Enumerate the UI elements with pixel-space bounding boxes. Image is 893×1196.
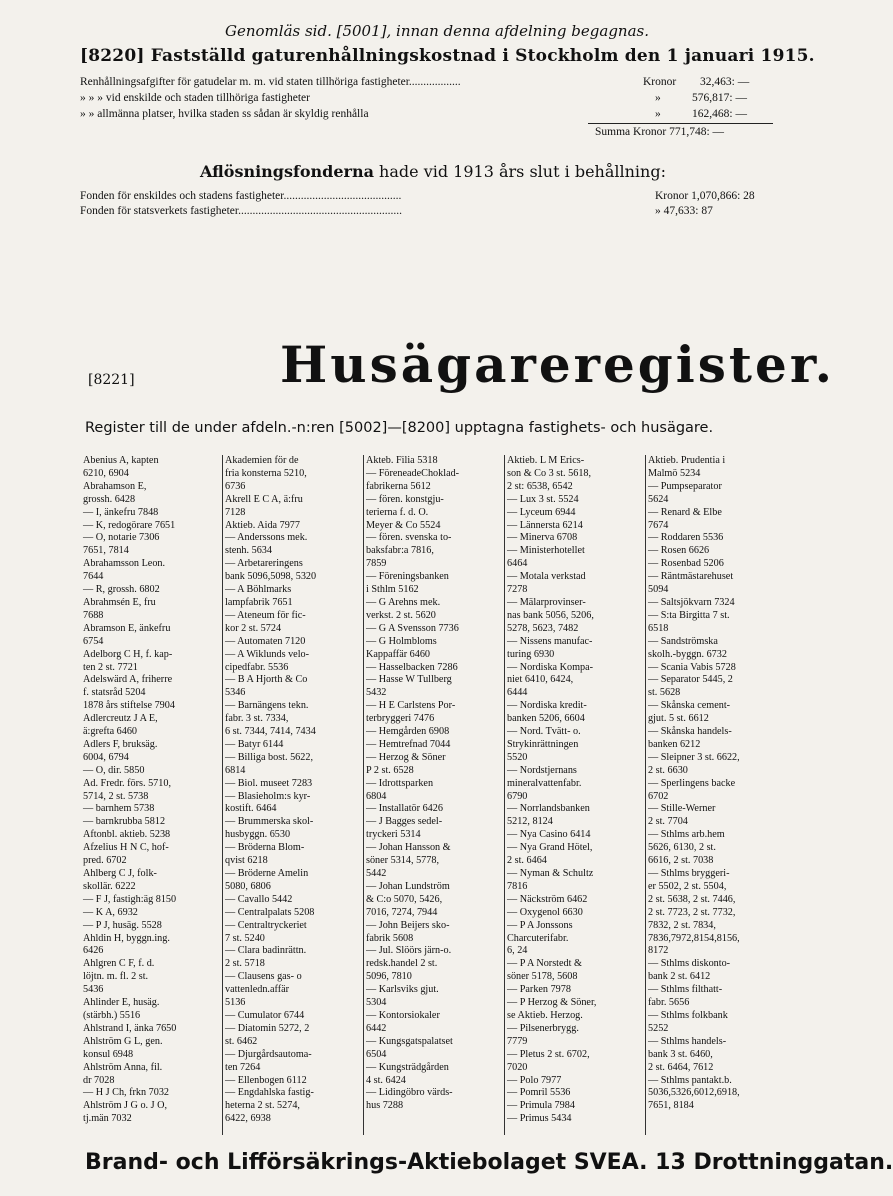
register-entry-line: — Centraltryckeriet (225, 919, 307, 931)
register-entry-line: — B A Hjorth & Co (225, 674, 308, 686)
register-entry-line: — Bröderne Amelin (225, 868, 309, 879)
register-entry-line: ten 2 st. 7721 (83, 661, 138, 673)
register-entry-line: — Nordiska Kompa- (507, 661, 594, 673)
register-entry-line: mineralvattenfabr. (507, 777, 582, 789)
register-entry-line: Akrell E C A, ä:fru (225, 493, 303, 505)
register-entry-line: — Renard & Elbe (648, 506, 722, 518)
register-entry-line: 5096, 7810 (366, 971, 412, 983)
register-entry-line: 6504 (366, 1048, 387, 1060)
register-entry-line: (stärbh.) 5516 (83, 1009, 141, 1021)
register-entry-line: Abrahamsson Leon. (83, 558, 166, 570)
register-entry-line: 2 st. 6630 (648, 764, 688, 776)
register-entry-line: 7020 (507, 1061, 528, 1073)
register-entry-line: — Pomril 5536 (507, 1087, 571, 1099)
register-entry-line: terbryggeri 7476 (366, 713, 435, 725)
register-entry-line: — Brummerska skol- (225, 816, 314, 828)
register-entry-line: Ahlinder E, husäg. (83, 997, 160, 1009)
register-entry-line: — Primus 5434 (507, 1113, 572, 1125)
fund-label-2: Fonden för statsverkets fastigheter......................................................... (80, 205, 402, 217)
register-entry-line: 5278, 5623, 7482 (507, 622, 579, 634)
register-entry-line: — barnhem 5738 (83, 803, 155, 815)
register-entry-line: terierna f. d. O. (366, 506, 429, 518)
register-entry-line: cipedfabr. 5536 (225, 661, 289, 673)
register-entry-line: — R, grossh. 6802 (83, 584, 160, 596)
register-entry-line: st. 6462 (225, 1035, 258, 1047)
register-entry-line: 5094 (648, 584, 669, 596)
register-entry-line: löjtn. m. fl. 2 st. (83, 971, 149, 983)
register-entry-line: 5304 (366, 997, 387, 1009)
register-entry-line: — Batyr 6144 (225, 738, 284, 750)
register-entry-line: — H E Carlstens Por- (366, 700, 456, 712)
register-entry-line: — O, notarie 7306 (83, 532, 160, 544)
register-entry-line: Strykinrättningen (507, 738, 579, 750)
register-columns (83, 455, 783, 1145)
register-entry-line: f. statsråd 5204 (83, 687, 146, 699)
register-entry-line: bank 3 st. 6460, (648, 1048, 713, 1060)
register-entry-line: Abenius A, kapten (83, 455, 159, 466)
register-entry-line: 2 st. 7704 (648, 816, 688, 828)
register-entry-line: 7651, 8184 (648, 1100, 694, 1112)
register-entry-line: — Cavallo 5442 (225, 893, 293, 905)
register-entry-line: Ahlberg C J, folk- (83, 868, 157, 879)
register-entry-line: 6004, 6794 (83, 751, 129, 763)
register-entry-line: redsk.handel 2 st. (366, 958, 438, 970)
register-entry-line: — Hasse W Tullberg (366, 674, 452, 686)
register-entry-line: er 5502, 2 st. 5504, (648, 880, 727, 892)
register-entry-line: — Norrlandsbanken (507, 803, 590, 815)
register-entry-line: — A Wiklunds velo- (225, 648, 310, 660)
register-entry-line: — S:ta Birgitta 7 st. (648, 609, 730, 621)
register-entry-line: — Clausens gas- o (225, 971, 302, 983)
register-entry-line: niet 6410, 6424, (507, 674, 574, 686)
register-entry-line: — Johan Lundström (366, 880, 450, 892)
register-entry-line: — Hasselbacken 7286 (366, 661, 458, 673)
register-entry-line: 2 st. 5718 (225, 958, 265, 970)
register-entry-line: 5714, 2 st. 5738 (83, 790, 149, 802)
register-entry-line: — Pletus 2 st. 6702, (507, 1048, 590, 1060)
register-entry-line: 7016, 7274, 7944 (366, 906, 438, 918)
register-entry-line: — P A Norstedt & (507, 958, 582, 970)
header-note: Genomläs sid. [5001], innan denna afdelning begagnas. (225, 22, 649, 40)
register-entry-line: — Rosen 6626 (648, 545, 710, 557)
register-entry-line: — Billiga bost. 5622, (225, 751, 314, 763)
register-entry-line: — Sthlms pantakt.b. (648, 1074, 732, 1086)
register-entry-line: 2 st. 5638, 2 st. 7446, (648, 893, 736, 905)
register-entry-line: — Lännersta 6214 (507, 519, 583, 531)
register-entry-line: vattenledn.affär (225, 984, 290, 996)
register-entry-line: Ahlström Anna, fil. (83, 1061, 163, 1073)
register-entry-line: — Separator 5445, 2 (648, 674, 733, 686)
register-entry-line: 6422, 6938 (225, 1113, 271, 1125)
register-entry-line: Adelswärd A, friherre (83, 674, 173, 686)
fund-amount-1: Kronor 1,070,866: 28 (655, 190, 755, 202)
aflosning-heading (200, 162, 666, 181)
register-entry-line: — Sthlms arb.hem (648, 829, 725, 841)
register-entry-line: gjut. 5 st. 6612 (648, 713, 709, 725)
register-entry-line: skolh.-byggn. 6732 (648, 648, 727, 660)
cost-total: Summa Kronor 771,748: — (595, 126, 725, 138)
register-entry-line: 7128 (225, 506, 246, 518)
register-entry-line: — Lux 3 st. 5524 (507, 493, 579, 505)
register-entry-line: 5626, 6130, 2 st. (648, 842, 716, 854)
register-entry-line: 7674 (648, 519, 669, 531)
register-entry-line: — Näckström 6462 (507, 893, 588, 905)
register-entry-line: Abramson E, änkefru (83, 622, 171, 634)
cost-amount-2: 576,817: — (692, 92, 747, 104)
register-entry-line: Ahlström G L, gen. (83, 1035, 163, 1047)
register-entry-line: — Lidingöbro värds- (366, 1087, 453, 1099)
register-entry-line: qvist 6218 (225, 855, 268, 867)
register-entry-line: — Hemtrefnad 7044 (366, 738, 451, 750)
register-entry-line: — Nissens manufac- (507, 635, 593, 647)
register-entry-line: — Mälarprovinser- (507, 596, 586, 608)
register-entry-line: — FöreneadeChoklad- (366, 467, 460, 479)
register-entry-line: Ahlström J G o. J O, (83, 1100, 168, 1112)
fund-label-1: Fonden för enskildes och stadens fastigheter......................................... (80, 190, 402, 202)
register-entry-line: — Roddaren 5536 (648, 532, 724, 544)
register-entry-line: — Johan Hansson & (366, 842, 451, 854)
register-entry-line: fabr. 3 st. 7334, (225, 713, 289, 725)
register-entry-line: — Ministerhotellet (507, 545, 585, 557)
register-entry-line: — Minerva 6708 (507, 532, 578, 544)
register-entry-line: — Räntmästarehuset (648, 571, 734, 583)
register-entry-line: fria konsterna 5210, (225, 467, 307, 479)
cost-currency-1: Kronor (643, 76, 677, 88)
register-entry-line: — Sthlms bryggeri- (648, 868, 730, 879)
cost-label-1: Renhållningsafgifter för gatudelar m. m. vid staten tillhöriga fastigheter.................. (80, 76, 461, 88)
register-entry-line: 7651, 7814 (83, 545, 129, 557)
register-entry-line: husbyggn. 6530 (225, 829, 291, 841)
register-column-1 (83, 455, 223, 1145)
aflosning-rest: hade vid 1913 års slut i behållning: (373, 162, 666, 181)
register-entry-line: Ad. Fredr. förs. 5710, (83, 777, 172, 789)
register-entry-line: — Primula 7984 (507, 1100, 575, 1112)
register-entry-line: verkst. 2 st. 5620 (366, 609, 436, 621)
register-entry-line: fabrikerna 5612 (366, 480, 431, 492)
register-entry-line: baksfabr:a 7816, (366, 545, 434, 557)
register-entry-line: — fören. svenska to- (366, 532, 452, 544)
register-entry-line: — John Beijers sko- (366, 919, 450, 931)
register-entry-line: 7816 (507, 880, 528, 892)
register-entry-line: fabr. 5656 (648, 997, 690, 1009)
register-entry-line: dr 7028 (83, 1074, 115, 1086)
register-entry-line: — Oxygenol 6630 (507, 906, 583, 918)
register-entry-line: — P J, husäg. 5528 (83, 919, 162, 931)
register-entry-line: 6790 (507, 790, 528, 802)
register-entry-line: 5442 (366, 868, 387, 879)
register-entry-line: lampfabrik 7651 (225, 596, 293, 608)
register-entry-line: 6814 (225, 764, 246, 776)
register-entry-line: banken 5206, 6604 (507, 713, 585, 725)
register-entry-line: 1878 års stiftelse 7904 (83, 700, 175, 712)
register-entry-line: — G A Svensson 7736 (366, 622, 459, 634)
register-entry-line: — Bröderna Blom- (225, 842, 305, 854)
register-entry-line: 5212, 8124 (507, 816, 553, 828)
register-entry-line: — Karlsviks gjut. (366, 984, 439, 996)
register-entry-line: 5436 (83, 984, 104, 996)
register-entry-line: — P A Jonssons (507, 919, 573, 931)
register-entry-line: 6754 (83, 635, 104, 647)
register-entry-line: Abrahmsén E, fru (83, 596, 156, 608)
register-entry-line: kor 2 st. 5724 (225, 622, 282, 634)
register-entry-line: — Arbetareringens (225, 558, 303, 570)
register-entry-line: Adelborg C H, f. kap- (83, 648, 173, 660)
register-entry-line: Malmö 5234 (648, 467, 701, 479)
register-entry-line: grossh. 6428 (83, 493, 136, 505)
register-entry-line: Meyer & Co 5524 (366, 519, 441, 531)
register-entry-line: 7779 (507, 1035, 528, 1047)
register-entry-line: — H J Ch, frkn 7032 (83, 1087, 170, 1099)
register-entry-line: 7278 (507, 584, 528, 596)
register-entry-line: P 2 st. 6528 (366, 764, 414, 776)
register-entry-line: son & Co 3 st. 5618, (507, 467, 592, 479)
register-entry-line: — F J, fastigh:äg 8150 (83, 893, 177, 905)
register-entry-line: — Biol. museet 7283 (225, 777, 313, 789)
register-entry-line: bank 5096,5098, 5320 (225, 571, 317, 583)
register-entry-line: 2 st. 7723, 2 st. 7732, (648, 906, 736, 918)
register-entry-line: bank 2 st. 6412 (648, 971, 711, 983)
register-entry-line: — Blasieholm:s kyr- (225, 790, 311, 802)
register-entry-line: — G Arehns mek. (366, 596, 441, 608)
register-entry-line: — Nordiska kredit- (507, 700, 587, 712)
register-entry-line: — Herzog & Söner (366, 751, 446, 763)
register-entry-line: 6804 (366, 790, 387, 802)
register-entry-line: 6 st. 7344, 7414, 7434 (225, 726, 316, 738)
register-entry-line: turing 6930 (507, 648, 555, 660)
register-entry-line: 2 st: 6538, 6542 (507, 480, 573, 492)
register-entry-line: — barnkrubba 5812 (83, 816, 166, 828)
register-entry-line: 5624 (648, 493, 669, 505)
register-entry-line: — Nord. Tvätt- o. (507, 726, 581, 738)
register-entry-line: ä:grefta 6460 (83, 726, 138, 738)
register-entry-line: 6616, 2 st. 7038 (648, 855, 714, 867)
register-entry-line: 6426 (83, 945, 104, 957)
register-entry-line: 7859 (366, 558, 387, 570)
register-entry-line: 7 st. 5240 (225, 932, 265, 944)
cost-label-3: » » allmänna platser, hvilka staden ss sådan är skyldig renhålla (80, 108, 369, 120)
register-entry-line: Abrahamson E, (83, 480, 147, 492)
register-entry-line: — K, redogörare 7651 (83, 519, 176, 531)
register-entry-line: 7836,7972,8154,8156, (648, 932, 740, 944)
register-entry-line: söner 5178, 5608 (507, 971, 578, 983)
register-entry-line: — Rosenbad 5206 (648, 558, 724, 570)
register-entry-line: 5036,5326,6012,6918, (648, 1087, 740, 1099)
register-entry-line: — Kontorsiokaler (366, 1009, 440, 1021)
register-entry-line: 6442 (366, 1022, 387, 1034)
section-number-8221: [8221] (88, 372, 135, 388)
register-entry-line: — Barnängens tekn. (225, 700, 309, 712)
register-entry-line: — Motala verkstad (507, 571, 586, 583)
register-entry-line: Ahlstrand I, änka 7650 (83, 1022, 177, 1034)
register-entry-line: konsul 6948 (83, 1048, 134, 1060)
register-entry-line: nas bank 5056, 5206, (507, 609, 594, 621)
register-entry-line: — Pilsenerbrygg. (507, 1022, 579, 1034)
sum-rule (588, 123, 773, 124)
register-entry-line: 6736 (225, 480, 246, 492)
register-entry-line: Ahldin H, byggn.ing. (83, 932, 170, 944)
register-entry-line: — Sleipner 3 st. 6622, (648, 751, 740, 763)
cost-amount-1: 32,463: — (700, 76, 750, 88)
register-entry-line: 7644 (83, 571, 104, 583)
register-entry-line: — Föreningsbanken (366, 571, 449, 583)
register-entry-line: — Installatör 6426 (366, 803, 443, 815)
register-entry-line: Aktieb. Aida 7977 (225, 519, 300, 531)
register-entry-line: — P Herzog & Söner, (507, 997, 597, 1009)
register-entry-line: i Sthlm 5162 (366, 584, 419, 596)
register-entry-line: fabrik 5608 (366, 932, 414, 944)
register-entry-line: Akteb. Filia 5318 (366, 455, 438, 466)
register-entry-line: Charcuterifabr. (507, 932, 569, 944)
register-entry-line: — Stille-Werner (648, 803, 716, 815)
register-entry-line: pred. 6702 (83, 855, 127, 867)
register-entry-line: — Clara badinrättn. (225, 945, 307, 957)
register-entry-line: — Sthlms diskonto- (648, 958, 731, 970)
register-entry-line: — Djurgårdsautoma- (225, 1048, 312, 1060)
register-entry-line: — Hemgården 6908 (366, 726, 450, 738)
register-entry-line: — Engdahlska fastig- (225, 1087, 314, 1099)
register-entry-line: stenh. 5634 (225, 545, 272, 557)
register-entry-line: — Nyman & Schultz (507, 868, 594, 879)
register-entry-line: — K A, 6932 (83, 906, 138, 918)
cost-amount-3: 162,468: — (692, 108, 747, 120)
register-entry-line: 7688 (83, 609, 104, 621)
register-entry-line: — Centralpalats 5208 (225, 906, 315, 918)
register-entry-line: se Aktieb. Herzog. (507, 1009, 583, 1021)
register-entry-line: — O, dir. 5850 (83, 764, 145, 776)
register-entry-line: — Pumpseparator (648, 480, 722, 492)
register-entry-line: ten 7264 (225, 1061, 261, 1073)
register-entry-line: Aftonbl. aktieb. 5238 (83, 829, 171, 841)
register-entry-line: — Kungsträdgården (366, 1061, 449, 1073)
register-entry-line: — Nordstjernans (507, 764, 577, 776)
register-entry-line: 5080, 6806 (225, 880, 271, 892)
register-entry-line: 5432 (366, 687, 387, 699)
register-entry-line: 2 st. 6464 (507, 855, 547, 867)
register-column-4 (507, 455, 647, 1145)
register-entry-line: — Diatomin 5272, 2 (225, 1022, 310, 1034)
cost-currency-3: » (655, 108, 661, 120)
register-entry-line: Afzelius H N C, hof- (83, 842, 169, 854)
register-entry-line: — fören. konstgju- (366, 493, 444, 505)
register-entry-line: Aktieb. L M Erics- (507, 455, 585, 466)
register-entry-line: — Ellenbogen 6112 (225, 1074, 307, 1086)
register-entry-line: — Kungsgatspalatset (366, 1035, 453, 1047)
register-entry-line: 6210, 6904 (83, 467, 129, 479)
register-entry-line: — Sthlms handels- (648, 1035, 727, 1047)
register-entry-line: — Nya Casino 6414 (507, 829, 591, 841)
register-entry-line: — Saltsjökvarn 7324 (648, 596, 735, 608)
register-column-3 (366, 455, 506, 1145)
register-entry-line: skollär. 6222 (83, 880, 136, 892)
section-title-8220: [8220] Fastställd gaturenhållningskostnad i Stockholm den 1 januari 1915. (80, 46, 815, 66)
register-entry-line: Akademien för de (225, 455, 299, 466)
register-entry-line: Kappaffär 6460 (366, 648, 431, 660)
register-entry-line: Adlercreutz J A E, (83, 713, 158, 725)
register-entry-line: Ahlgren C F, f. d. (83, 958, 155, 970)
register-entry-line: 5520 (507, 751, 528, 763)
register-column-2 (225, 455, 365, 1145)
footer-advertisement: Brand- och Lifförsäkrings-Aktiebolaget SVEA. 13 Drottninggatan. (85, 1150, 893, 1175)
register-entry-line: — Scania Vabis 5728 (648, 661, 736, 673)
register-entry-line: — Sthlms folkbank (648, 1009, 728, 1021)
register-entry-line: 6702 (648, 790, 669, 802)
register-entry-line: 5136 (225, 997, 246, 1009)
register-entry-line: 4 st. 6424 (366, 1074, 406, 1086)
register-entry-line: — Skånska cement- (648, 700, 731, 712)
register-entry-line: söner 5314, 5778, (366, 855, 440, 867)
register-entry-line: 6, 24 (507, 945, 528, 957)
register-entry-line: Aktieb. Prudentia i (648, 455, 726, 466)
cost-currency-2: » (655, 92, 661, 104)
register-entry-line: — Skånska handels- (648, 726, 732, 738)
register-entry-line: — J Bagges sedel- (366, 816, 443, 828)
register-entry-line: — Ateneum för fic- (225, 609, 306, 621)
register-entry-line: — Nya Grand Hötel, (507, 842, 593, 854)
register-entry-line: — Sthlms filthatt- (648, 984, 723, 996)
register-entry-line: 6518 (648, 622, 669, 634)
register-entry-line: — Automaten 7120 (225, 635, 306, 647)
register-entry-line: — Jul. Slöörs järn-o. (366, 945, 452, 957)
cost-label-2: » » » vid enskilde och staden tillhöriga fastigheter (80, 92, 310, 104)
register-entry-line: — Parken 7978 (507, 984, 571, 996)
register-entry-line: — G Holmbloms (366, 635, 437, 647)
register-entry-line: 5346 (225, 687, 246, 699)
register-entry-line: & C:o 5070, 5426, (366, 893, 443, 905)
register-entry-line: — Anderssons mek. (225, 532, 308, 544)
register-entry-line: 6444 (507, 687, 528, 699)
register-title: Husägareregister. (280, 335, 835, 394)
register-entry-line: — Sperlingens backe (648, 777, 736, 789)
fund-amount-2: » 47,633: 87 (655, 205, 713, 217)
register-entry-line: hus 7288 (366, 1100, 404, 1112)
register-entry-line: heterna 2 st. 5274, (225, 1100, 300, 1112)
register-entry-line: — Idrottsparken (366, 777, 434, 789)
register-entry-line: — I, änkefru 7848 (83, 506, 159, 518)
register-entry-line: — Sandströmska (648, 635, 718, 647)
register-entry-line: 7832, 2 st. 7834, (648, 919, 716, 931)
register-entry-line: tryckeri 5314 (366, 829, 421, 841)
register-entry-line: — Lyceum 6944 (507, 506, 576, 518)
register-entry-line: Adlers F, bruksäg. (83, 738, 158, 750)
register-entry-line: tj.män 7032 (83, 1113, 132, 1125)
register-entry-line: 5252 (648, 1022, 669, 1034)
register-entry-line: — Polo 7977 (507, 1074, 562, 1086)
register-entry-line: kostift. 6464 (225, 803, 277, 815)
register-entry-line: 8172 (648, 945, 669, 957)
register-entry-line: 2 st. 6464, 7612 (648, 1061, 714, 1073)
register-entry-line: 6464 (507, 558, 528, 570)
register-entry-line: — Cumulator 6744 (225, 1009, 305, 1021)
register-entry-line: banken 6212 (648, 738, 701, 750)
register-entry-line: st. 5628 (648, 687, 681, 699)
register-entry-line: — A Böhlmarks (225, 584, 292, 596)
register-column-5 (648, 455, 788, 1145)
aflosning-bold: Aflösningsfonderna (200, 162, 374, 181)
register-subtitle: Register till de under afdeln.-n:ren [5002]—[8200] upptagna fastighets- och husägare. (85, 420, 714, 436)
